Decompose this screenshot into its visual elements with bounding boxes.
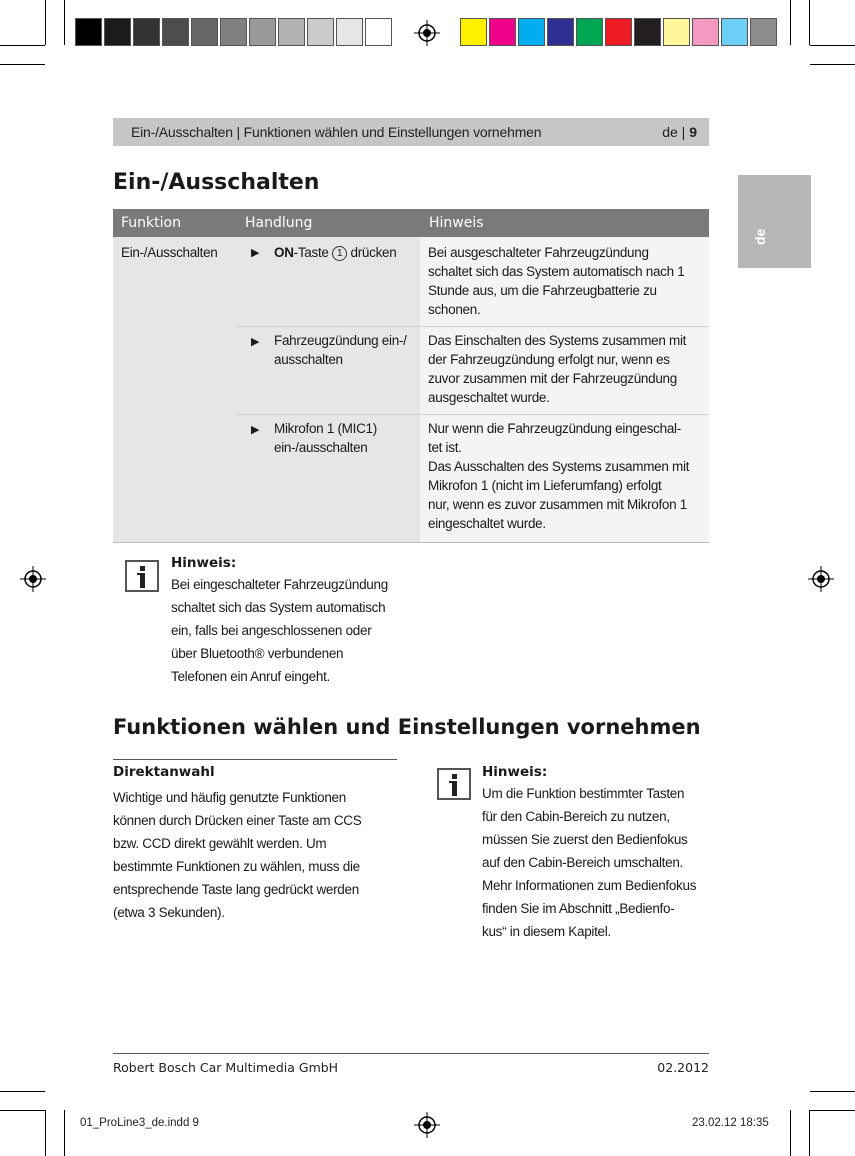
crop-mark (64, 1110, 65, 1156)
registration-mark-icon (808, 566, 834, 592)
note-line: kus“ in diesem Kapitel. (482, 924, 611, 939)
crop-mark (809, 0, 810, 45)
on-key-label: ON (274, 245, 294, 260)
color-swatch (518, 18, 545, 46)
grey-swatch (162, 18, 189, 46)
note-line: finden Sie im Abschnitt „Bedienfo- (482, 901, 675, 916)
header-page-number (662, 124, 697, 140)
note-line: müssen Sie zuerst den Bedienfokus (482, 832, 688, 847)
footer-rule (113, 1053, 709, 1054)
registration-mark-icon (414, 1112, 440, 1138)
table-header (113, 209, 709, 237)
note-line: schaltet sich das System automatisch (171, 600, 386, 615)
hint-line: Mikrofon 1 (nicht im Lieferumfang) erfolgt (428, 478, 662, 493)
grey-swatch (307, 18, 334, 46)
table-row-action (274, 419, 377, 457)
registration-mark-icon (414, 20, 440, 46)
hint-line: Das Ausschalten des Systems zusammen mit (428, 459, 690, 474)
info-icon (437, 768, 471, 800)
grey-swatch (75, 18, 102, 46)
hint-line: ausgeschaltet wurde. (428, 390, 550, 405)
row-divider (237, 414, 709, 415)
hint-line: der Fahrzeugzündung erfolgt nur, wenn es (428, 352, 670, 367)
function-cell (113, 237, 237, 543)
hint-line: Das Einschalten des Systems zusammen mit (428, 333, 687, 348)
action-line: ausschalten (274, 352, 343, 367)
crop-mark (810, 45, 855, 46)
footer-company: Robert Bosch Car Multimedia GmbH (113, 1060, 339, 1075)
subsection-heading: Direktanwahl (113, 764, 215, 780)
hint-line: Bei ausgeschalteter Fahrzeugzündung (428, 245, 649, 260)
hint-line: Nur wenn die Fahrzeugzündung eingeschal- (428, 421, 681, 436)
side-tab-label: de (752, 228, 768, 245)
body-line: bzw. CCD direkt gewählt werden. Um (113, 836, 327, 851)
row-divider (237, 326, 709, 327)
table-row-action (274, 243, 396, 262)
note-line: Bei eingeschalteter Fahrzeugzündung (171, 577, 388, 592)
note-body (482, 782, 696, 943)
color-swatch (663, 18, 690, 46)
subsection-body (113, 786, 361, 924)
subsection-rule (113, 759, 397, 760)
registration-mark-icon (20, 566, 46, 592)
body-line: (etwa 3 Sekunden). (113, 905, 225, 920)
grey-swatch (191, 18, 218, 46)
page-number: 9 (689, 124, 697, 140)
action-text: drücken (350, 245, 397, 260)
action-line: Mikrofon 1 (MIC1) (274, 421, 377, 436)
note-line: über Bluetooth® verbundenen (171, 646, 344, 661)
note-title: Hinweis: (482, 764, 548, 780)
grey-swatch (278, 18, 305, 46)
action-line: ein-/ausschalten (274, 440, 368, 455)
color-swatch (605, 18, 632, 46)
section-heading-functions: Funktionen wählen und Einstellungen vornehmen (113, 715, 701, 739)
column-header-function: Funktion (121, 215, 181, 231)
crop-mark (810, 1110, 855, 1111)
grey-swatch (365, 18, 392, 46)
body-line: Wichtige und häufig genutzte Funktionen (113, 790, 346, 805)
color-swatch (634, 18, 661, 46)
color-swatch (576, 18, 603, 46)
crop-mark (0, 1110, 45, 1111)
crop-mark (810, 64, 855, 65)
crop-mark (45, 1110, 46, 1156)
action-line: Fahrzeugzündung ein-/ (274, 333, 407, 348)
hint-line: nur, wenn es zuvor zusammen mit Mikrofon 1 (428, 497, 688, 512)
column-header-action: Handlung (245, 215, 313, 231)
crop-mark (0, 45, 45, 46)
table-row-hint (428, 331, 686, 407)
slug-timestamp: 23.02.12 18:35 (692, 1117, 769, 1129)
body-line: bestimmte Funktionen zu wählen, muss die (113, 859, 360, 874)
note-line: ein, falls bei angeschlossenen oder (171, 623, 372, 638)
grey-swatch (133, 18, 160, 46)
body-line: können durch Drücken einer Taste am CCS (113, 813, 362, 828)
slug-filename: 01_ProLine3_de.indd 9 (80, 1117, 199, 1129)
bullet-arrow-icon: ▶ (251, 424, 260, 436)
color-swatch (489, 18, 516, 46)
action-cell (237, 237, 420, 543)
grey-swatch (220, 18, 247, 46)
table-row-hint (428, 243, 684, 319)
note-body (171, 573, 388, 688)
body-line: entsprechende Taste lang gedrückt werden (113, 882, 359, 897)
hint-line: schonen. (428, 302, 481, 317)
bullet-arrow-icon: ▶ (251, 336, 260, 348)
note-line: Mehr Informationen zum Bedienfokus (482, 878, 697, 893)
bullet-arrow-icon: ▶ (251, 247, 260, 259)
crop-mark (790, 0, 791, 45)
note-line: für den Cabin-Bereich zu nutzen, (482, 809, 670, 824)
color-swatch (460, 18, 487, 46)
note-line: Um die Funktion bestimmter Tasten (482, 786, 685, 801)
crop-mark (0, 1091, 45, 1092)
footer-date: 02.2012 (657, 1060, 709, 1075)
crop-mark (790, 1110, 791, 1156)
hint-line: zuvor zusammen mit der Fahrzeugzündung (428, 371, 677, 386)
function-label: Ein-/Ausschalten (121, 245, 218, 260)
note-box (482, 764, 696, 943)
hint-line: tet ist. (428, 440, 462, 455)
section-heading-power: Ein-/Ausschalten (113, 170, 320, 195)
color-swatch (750, 18, 777, 46)
hint-line: eingeschaltet wurde. (428, 516, 546, 531)
page-header (113, 118, 709, 146)
header-lang: de | (662, 124, 686, 140)
crop-mark (809, 1110, 810, 1156)
grey-swatch (336, 18, 363, 46)
table-bottom-border (113, 542, 709, 543)
note-line: auf den Cabin-Bereich umschalten. (482, 855, 683, 870)
hint-line: schaltet sich das System automatisch nach 1 (428, 264, 685, 279)
hint-line: Stunde aus, um die Fahrzeugbatterie zu (428, 283, 657, 298)
crop-mark (0, 64, 45, 65)
crop-mark (64, 0, 65, 45)
column-header-hint: Hinweis (429, 215, 484, 231)
crop-mark (810, 1091, 855, 1092)
table-row-action (274, 331, 407, 369)
info-icon (125, 560, 159, 592)
note-title: Hinweis: (171, 555, 237, 571)
grey-swatch (104, 18, 131, 46)
note-line: Telefonen ein Anruf eingeht. (171, 669, 330, 684)
note-box (171, 555, 388, 688)
crop-mark (45, 0, 46, 45)
table-row-hint (428, 419, 689, 533)
action-text: -Taste (293, 245, 329, 260)
color-swatch (721, 18, 748, 46)
header-title: Ein-/Ausschalten | Funktionen wählen und Einstellungen vornehmen (131, 124, 542, 140)
color-swatch (547, 18, 574, 46)
key-number-badge: 1 (332, 246, 347, 261)
grey-swatch (249, 18, 276, 46)
language-side-tab (738, 175, 811, 268)
color-swatch (692, 18, 719, 46)
